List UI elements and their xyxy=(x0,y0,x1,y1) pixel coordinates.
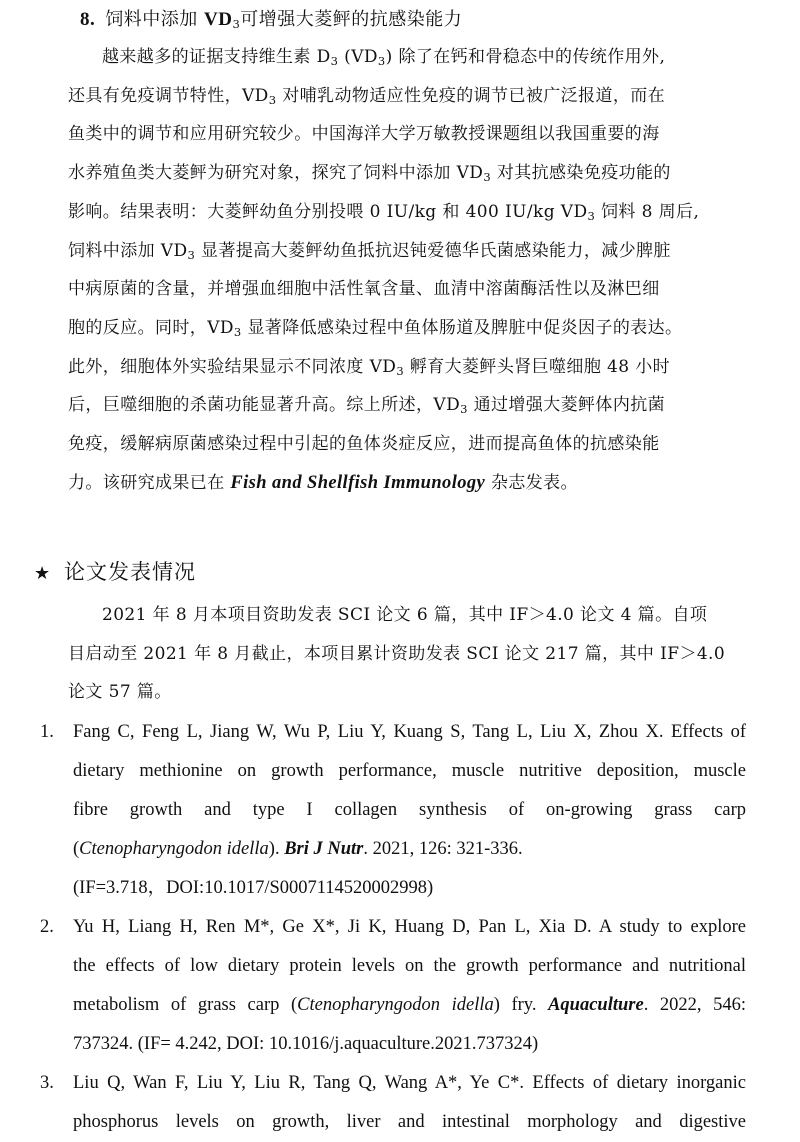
reference-body xyxy=(73,713,746,908)
publications-title: 论文发表情况 xyxy=(64,560,196,584)
reference-line: Yu H, Liang H, Ren M*, Ge X*, Ji K, Huang D, Pan L, Xia D. A study to explore xyxy=(73,917,746,937)
reference-item xyxy=(40,713,746,909)
para-line: 力。该研究成果已在 Fish and Shellfish Immunology 杂志发表。 xyxy=(68,472,578,493)
reference-body xyxy=(73,1064,746,1142)
section-paragraph xyxy=(68,38,744,502)
star-icon: ★ xyxy=(34,563,52,584)
para-line: 此外，细胞体外实验结果显示不同浓度 $VD_3$ 孵育大菱鲆头肾巨噬细胞 48 小时 xyxy=(68,356,671,378)
publications-heading xyxy=(34,556,196,590)
para-line: 胞的反应。同时，$VD_3$ 显著降低感染过程中鱼体肠道及脾脏中促炎因子的表达。 xyxy=(68,317,683,339)
reference-body xyxy=(73,908,746,1064)
reference-number: 1. xyxy=(40,722,54,742)
reference-item xyxy=(40,1064,746,1134)
reference-line: (Ctenopharyngodon idella). Bri J Nutr. 2021, 126: 321-336. xyxy=(73,839,523,859)
para-line: 免疫，缓解病原菌感染过程中引起的鱼体炎症反应，进而提高鱼体的抗感染能 xyxy=(68,434,660,455)
species-name: Ctenopharyngodon idella xyxy=(297,995,494,1015)
journal-name: Bri J Nutr xyxy=(284,839,364,859)
para-line: 越来越多的证据支持维生素 $D_3$ $(VD_3)$ 除了在钙和骨稳态中的传统作用外, xyxy=(102,47,666,68)
publications-summary xyxy=(68,596,744,712)
species-name: Ctenopharyngodon idella xyxy=(79,839,269,859)
para-line: 后，巨噬细胞的杀菌功能显著升高。综上所述，$VD_3$ 通过增强大菱鲆体内抗菌 xyxy=(68,395,666,417)
summary-line: 目启动至 2021 年 8 月截止，本项目累计资助发表 SCI 论文 217 篇，其中 IF＞4.0 xyxy=(68,643,726,664)
journal-name: Aquaculture xyxy=(548,995,644,1015)
heading-vd-subscript: 3 xyxy=(232,17,241,31)
heading-vd: VD xyxy=(203,9,233,30)
para-line: 影响。结果表明：大菱鲆幼鱼分别投喂 0 IU/kg 和 400 IU/kg $VD_3$ 饲料 8 周后, xyxy=(68,201,700,223)
reference-item xyxy=(40,908,746,1066)
para-line: 中病原菌的含量，并增强血细胞中活性氧含量、血清中溶菌酶活性以及淋巴细 xyxy=(68,279,660,300)
reference-line: Liu Q, Wan F, Liu Y, Liu R, Tang Q, Wang A*, Ye C*. Effects of dietary inorganic xyxy=(73,1073,746,1093)
summary-line: 2021 年 8 月本项目资助发表 SCI 论文 6 篇，其中 IF＞4.0 论文 4 篇。自项 xyxy=(102,605,708,625)
reference-line: the effects of low dietary protein levels on the growth performance and nutritional xyxy=(73,956,746,976)
reference-line: phosphorus levels on growth, liver and intestinal morphology and digestive xyxy=(73,1112,746,1132)
summary-line: 论文 57 篇。 xyxy=(68,682,172,703)
reference-line: Fang C, Feng L, Jiang W, Wu P, Liu Y, Kuang S, Tang L, Liu X, Zhou X. Effects of xyxy=(73,722,746,742)
para-line: 水养殖鱼类大菱鲆为研究对象，探究了饲料中添加 $VD_3$ 对其抗感染免疫功能的 xyxy=(68,163,671,185)
reference-line: dietary methionine on growth performance, muscle nutritive deposition, muscle xyxy=(73,761,746,781)
para-line: 还具有免疫调节特性，$VD_3$ 对哺乳动物适应性免疫的调节已被广泛报道，而在 xyxy=(68,85,666,107)
journal-name: Fish and Shellfish Immunology xyxy=(230,472,486,493)
heading-text-pre: 饲料中添加 xyxy=(105,9,198,30)
reference-line: 737324. (IF= 4.242, DOI: 10.1016/j.aquaculture.2021.737324) xyxy=(73,1034,539,1054)
section-number: 8. xyxy=(80,9,96,30)
reference-number: 3. xyxy=(40,1073,54,1093)
para-line: 饲料中添加 $VD_3$ 显著提高大菱鲆幼鱼抵抗迟钝爱德华氏菌感染能力，减少脾脏 xyxy=(68,240,671,262)
para-line: 鱼类中的调节和应用研究较少。中国海洋大学万敏教授课题组以我国重要的海 xyxy=(68,124,660,145)
reference-line: fibre growth and type I collagen synthesis of on-growing grass carp xyxy=(73,800,746,820)
reference-number: 2. xyxy=(40,917,54,937)
heading-text-post: 可增强大菱鲆的抗感染能力 xyxy=(240,9,463,30)
section-heading xyxy=(80,6,780,34)
reference-line: metabolism of grass carp (Ctenopharyngodon idella) fry. Aquaculture. 2022, 546: xyxy=(73,995,747,1015)
reference-line: (IF=3.718，DOI:10.1017/S0007114520002998) xyxy=(73,878,434,898)
